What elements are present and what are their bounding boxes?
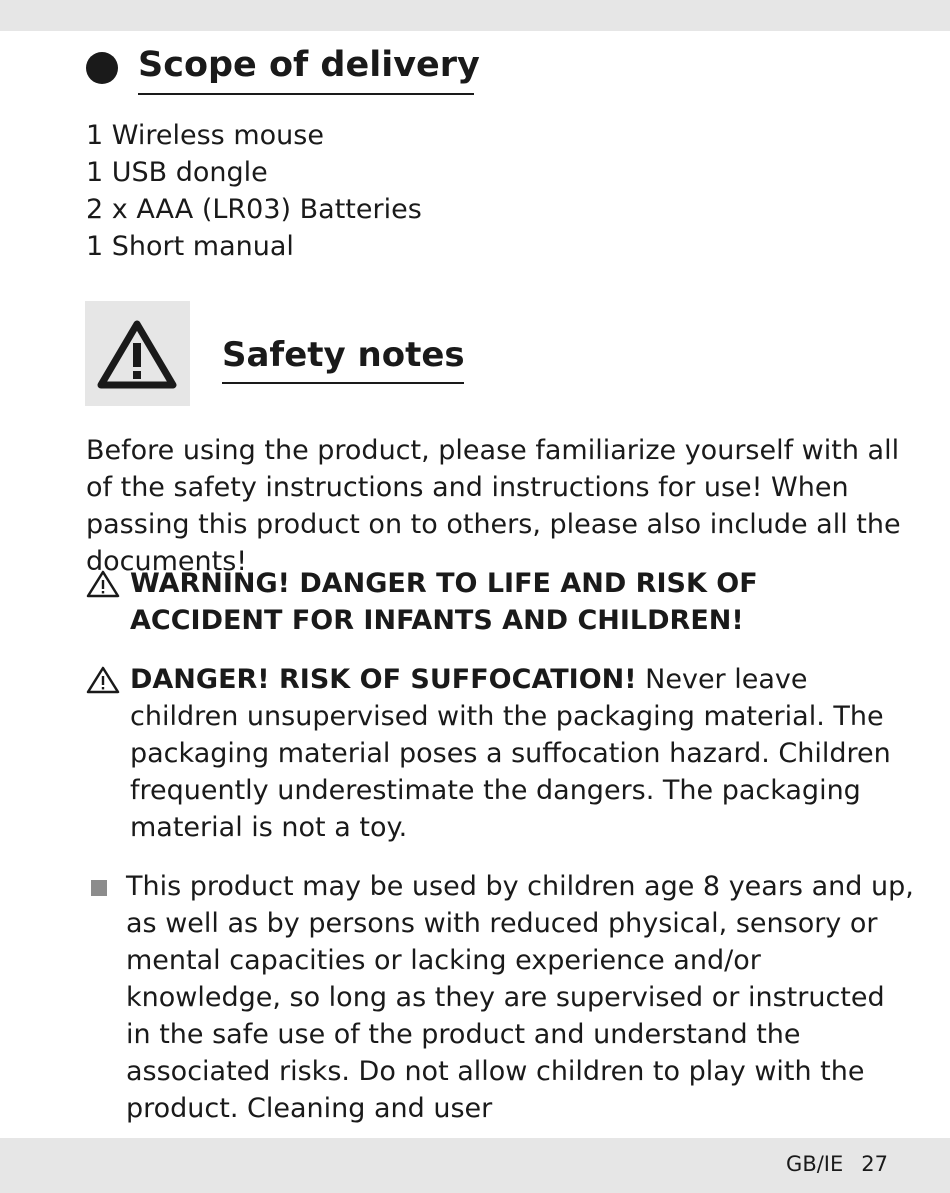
warning-text: WARNING! DANGER TO LIFE AND RISK OF ACCIDENT FOR INFANTS AND CHILDREN! xyxy=(130,568,758,636)
safety-heading-underline xyxy=(222,382,464,384)
list-item-text: This product may be used by children age 8 years and up, as well as by persons with reduced physical, sensory or mental capacities or lacking experience and/or knowledge, so long as they are supervised or instructed in the safe use of the product and understand the associated risks. Do not allow children to play with the product. Cleaning and user xyxy=(126,871,914,1124)
scope-item: 2 x AAA (LR03) Batteries xyxy=(86,194,422,225)
header-band xyxy=(0,0,950,31)
warning-label: DANGER! RISK OF SUFFOCATION! xyxy=(130,664,637,695)
warning-text xyxy=(130,661,916,846)
safety-heading: Safety notes xyxy=(222,335,465,375)
warning-body: Never leave children unsupervised with the packaging material. The packaging material poses a suffocation hazard. Children frequently underestimate the dangers. The packaging material is not a toy. xyxy=(130,664,891,843)
footer-region: GB/IE xyxy=(786,1152,844,1176)
warning-triangle-icon xyxy=(97,319,177,389)
scope-list xyxy=(86,117,422,265)
scope-heading-underline xyxy=(138,93,474,95)
page-number: 27 xyxy=(861,1152,888,1176)
warning-box xyxy=(85,301,190,406)
square-bullet-icon xyxy=(91,880,107,896)
scope-item: 1 USB dongle xyxy=(86,157,268,188)
scope-heading: Scope of delivery xyxy=(138,45,480,85)
warning-icon xyxy=(86,666,120,694)
list-item xyxy=(86,868,916,1127)
section-bullet-icon xyxy=(86,52,118,84)
safety-intro: Before using the product, please familiarize yourself with all of the safety instructions and instructions for use! When passing this product on to others, please also include all the documents! xyxy=(86,435,901,577)
scope-item: 1 Wireless mouse xyxy=(86,120,324,151)
warning-item xyxy=(86,661,916,846)
warning-icon xyxy=(86,570,120,598)
warning-item xyxy=(86,565,916,639)
page-footer xyxy=(786,1152,888,1176)
scope-item: 1 Short manual xyxy=(86,231,294,262)
